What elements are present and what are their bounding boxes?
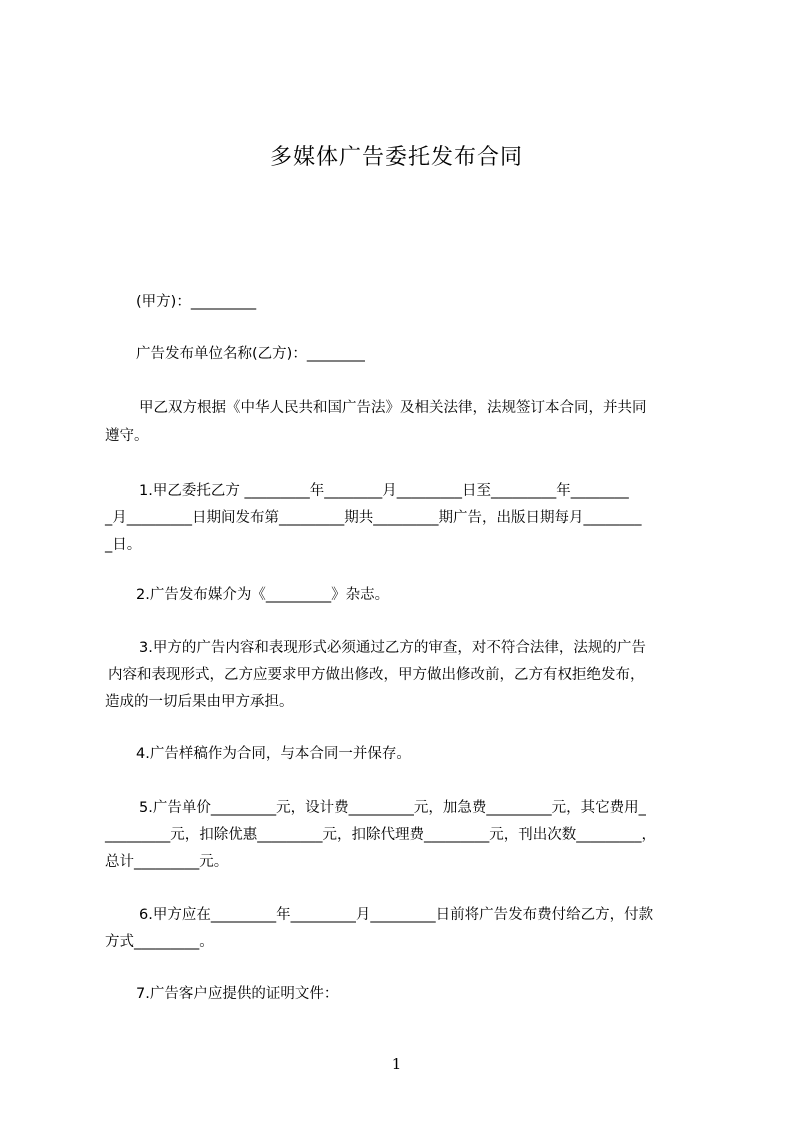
clause3-line-3: 造成的一切后果由甲方承担。 (105, 694, 294, 710)
clause5-line-2: _________元，扣除优惠_________元，扣除代理费_________元，刊出次数_________， (105, 827, 656, 843)
page-number: 1 (391, 1055, 402, 1073)
clause6-line-1: 6.甲方应在_________年_________月_________日前将广告发布费付给乙方，付款 (139, 907, 654, 923)
document-title: 多媒体广告委托发布合同 (269, 145, 523, 170)
intro-line-1: 甲乙双方根据《中华人民共和国广告法》及相关法律，法规签订本合同，并共同 (139, 400, 647, 416)
clause4-line-1: 4.广告样稿作为合同，与本合同一并保存。 (136, 746, 411, 762)
clause2-line-1: 2.广告发布媒介为《_________》杂志。 (136, 587, 390, 603)
clause7-line-1: 7.广告客户应提供的证明文件： (136, 986, 339, 1002)
clause1-line-2: _月_________日期间发布第_________期共_________期广告，出版日期每月________ (105, 510, 642, 526)
intro-line-2: 遵守。 (105, 428, 149, 444)
clause3-line-2: 内容和表现形式，乙方应要求甲方做出修改，甲方做出修改前，乙方有权拒绝发布， (108, 667, 645, 683)
clause5-line-1: 5.广告单价_________元，设计费_________元，加急费_________元，其它费用_ (139, 800, 646, 816)
clause1-line-1: 1.甲乙委托乙方 _________年________月_________日至_________年________ (139, 483, 629, 499)
clause3-line-1: 3.甲方的广告内容和表现形式必须通过乙方的审查，对不符合法律，法规的广告 (139, 640, 646, 656)
clause1-line-3: _日。 (105, 537, 142, 553)
clause6-line-2: 方式_________。 (105, 934, 214, 950)
party-a-line: (甲方)：_________ (136, 294, 257, 310)
party-b-line: 广告发布单位名称(乙方)：________ (136, 346, 365, 362)
clause5-line-3: 总计_________元。 (105, 854, 229, 870)
